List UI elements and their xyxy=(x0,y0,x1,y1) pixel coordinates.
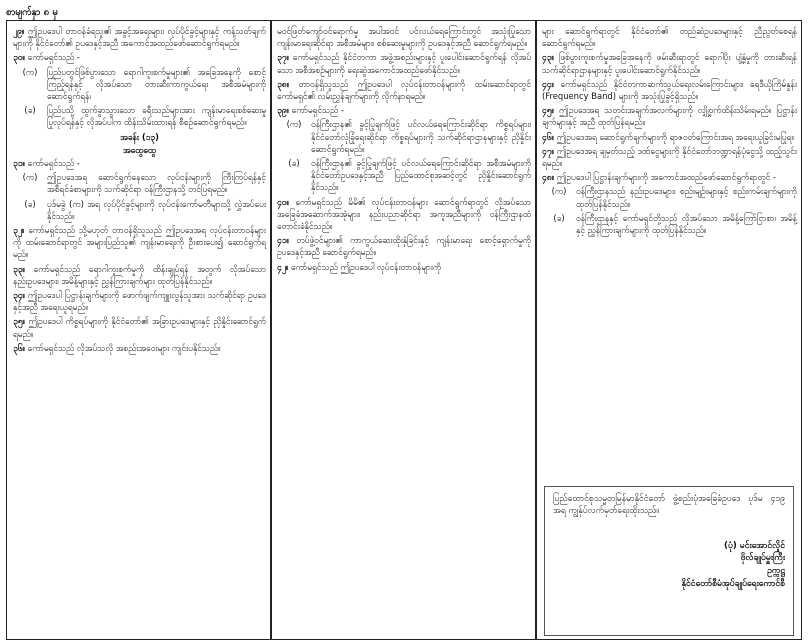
section-number: ၄၄။ xyxy=(542,78,554,89)
section-paragraph xyxy=(277,78,531,102)
sub-clause-label: (က) xyxy=(286,119,302,130)
sub-clause xyxy=(13,104,266,128)
sub-clause xyxy=(277,157,531,194)
section-paragraph xyxy=(542,25,797,49)
signature-role: ဥက္ကဋ္ဌ xyxy=(767,566,785,576)
section-paragraph xyxy=(13,224,266,261)
section-number: ၃၆။ xyxy=(13,342,25,353)
section-number: ၄၀။ xyxy=(277,196,289,207)
section-text: ဤဥပဒေအရ သတင်းအချက်အလက်များကို လျှို့ဝှက်ထိန်းသိမ်းရမည်။ ပြဋ္ဌာန်းချက်များနှင့် အညီ ထုတ်ပြန်ရမည်။ xyxy=(542,105,797,128)
sub-clause-text: ဝန်ကြီးဌာန၏ ခွင့်ပြုချက်ဖြင့် ပင်လယ်ရေကြောင်းဆိုင်ရာ အစီအမံများကို နိုင်ငံတော်ဥပဒေနှင့်အညီ ပြည်ထောင်စုအဆင့်တွင် ညှိနှိုင်းဆောင်ရွက်နိုင်သည်။ xyxy=(311,158,531,193)
sub-clause-label: (က) xyxy=(22,172,38,183)
sub-clause-label: (ခ) xyxy=(553,212,565,223)
signing-notice: ပြည်ထောင်စုသမ္မတမြန်မာနိုင်ငံတော် ဖွဲ့စည်းပုံအခြေခံဥပဒေ ပုဒ်မ ၄၁၉ အရ ကျွန်ုပ်လက်မှတ်ရေးထိုးသည်။ xyxy=(553,494,785,517)
sub-clause-text: ဝန်ကြီးဌာနသည် နည်းဥပဒေများ၊ စည်းမျဉ်းများနှင့် စည်းကမ်းချက်များကို ထုတ်ပြန်နိုင်သည်။ xyxy=(576,186,797,209)
section-heading: အခန်း (၁၃) xyxy=(120,131,159,142)
section-paragraph xyxy=(277,51,531,75)
sub-clause-text: ပုဒ်မခွဲ (က) အရ လုပ်ပိုင်ခွင့်များကို လုပ်ငန်းကော်မတီများသို့ လွှဲအပ်ပေးနိုင်သည်။ xyxy=(47,198,266,221)
section-number: ၄၃။ xyxy=(542,52,554,63)
section-text: ကော်မရှင်သည် သို့မဟုတ် တာဝန်ရှိသူသည် ဤဥပဒေအရ လုပ်ငန်းတာဝန်များကို ထမ်းဆောင်ရာတွင် အများပြည်သူ၏ ကျန်းမာရေးကို ဦးစားပေး၍ ဆောင်ရွက်ရမည်။ xyxy=(13,225,266,260)
section-number: ၂၉။ xyxy=(13,26,25,36)
text-column-1 xyxy=(7,22,271,638)
section-paragraph xyxy=(542,104,797,128)
section-number: ၄၂။ xyxy=(277,261,289,272)
section-text: ကော်မရှင်သည် နိုင်ငံတကာဆက်သွယ်ရေးလမ်းကြောင်းများ၊ ရေဒီယိုကြိမ်နှုန်း (Frequency Band) များကို အသုံးပြုခွင့်ရှိသည်။ xyxy=(542,78,797,102)
section-number: ၄၆။ xyxy=(542,131,554,142)
sub-clause-text: ပြည်ပသို့ ထွက်ခွာသွားသော ခရီးသည်များအား ကျန်းမာရေးစစ်ဆေးမှု ပြုလုပ်ရန်နှင့် လိုအပ်ပါက ထိန်းသိမ်းထားရန် စီစဉ်ဆောင်ရွက်ရမည်။ xyxy=(47,105,266,128)
section-paragraph xyxy=(13,315,266,339)
section-text: မဝင်ဖြတ်ကျော်ဝင်ရောက်မှု အပါအဝင် ပင်လယ်ရေကြောင်းတွင် အသုံးပြုသော ကျန်းမာရေးဆိုင်ရာ အစီအမံများ၊ စစ်ဆေးမှုများကို ဥပဒေနှင့်အညီ ဆောင်ရွက်ရမည်။ xyxy=(277,26,531,49)
section-number: ၄၁။ xyxy=(277,235,289,246)
section-paragraph xyxy=(13,289,266,313)
section-number: ၃၄။ xyxy=(13,290,25,301)
section-text: ကော်မရှင်သည် - xyxy=(27,158,80,169)
section-paragraph xyxy=(542,51,797,75)
sub-clause xyxy=(13,198,266,222)
section-text: ကော်မရှင်သည် လိုအပ်သလို အစည်းအဝေးများ ကျင်းပနိုင်သည်။ xyxy=(27,342,221,353)
section-paragraph xyxy=(13,157,266,169)
sub-clause-label: (က) xyxy=(551,186,567,197)
section-paragraph xyxy=(13,342,266,354)
section-number: ၃၂။ xyxy=(13,225,25,236)
section-text: ဤဥပဒေပါ ပြဋ္ဌာန်းချက်များကို ဖောက်ဖျက်ကျူးလွန်သူအား သက်ဆိုင်ရာ ဥပဒေနှင့်အညီ အရေးယူရမည်။ xyxy=(13,290,266,313)
signature-org: နိုင်ငံတော်စီမံအုပ်ချုပ်ရေးကောင်စီ xyxy=(681,578,785,589)
section-number: ၄၇။ xyxy=(542,145,554,156)
section-paragraph xyxy=(277,234,531,258)
signature-title: ဗိုလ်ချုပ်မှူးကြီး xyxy=(740,553,785,564)
sub-clause-text: ဝန်ကြီးဌာန၏ ခွင့်ပြုချက်ဖြင့် ပင်လယ်ရေကြောင်းဆိုင်ရာ ကိစ္စရပ်များ၊ နိုင်ငံတော်လုံခြုံရေးဆိုင်ရာ ကိစ္စရပ်များကို သက်ဆိုင်ရာဌာနများနှင့် ညှိနှိုင်းဆောင်ရွက်ရမည်။ xyxy=(311,119,531,154)
section-text: တပ်ဖွဲ့ဝင်များ၏ ကာကွယ်ဆေးထိုးနှံခြင်းနှင့် ကျန်းမာရေး စောင့်ရှောက်မှုကို ဥပဒေနှင့်အညီ ဆောင်ရွက်ရမည်။ xyxy=(277,235,532,258)
page-header xyxy=(6,6,802,20)
sub-clause xyxy=(277,118,531,155)
section-text: များ ဆောင်ရွက်ရာတွင် နိုင်ငံတော်၏ တည်ဆဲဥပဒေများနှင့် ညီညွတ်စေရန် ဆောင်ရွက်ရမည်။ xyxy=(542,26,797,49)
section-paragraph xyxy=(277,196,531,233)
section-text: ဤဥပဒေပါ ပြဋ္ဌာန်းချက်များကို အကောင်အထည်ဖော်ဆောင်ရွက်ရာတွင် - xyxy=(556,172,776,183)
sub-clause-text: ပြည်ပတွင်ဖြစ်ပွားသော ရောဂါကူးစက်မှုများ၏ အခြေအနေကို စောင့်ကြည့်ရန်နှင့် လိုအပ်သော တားဆီးကာကွယ်ရေး အစီအမံများကို ဆောင်ရွက်ရန်၊ xyxy=(47,66,266,102)
section-heading: အထွေထွေ xyxy=(123,144,156,155)
section-paragraph xyxy=(277,25,531,49)
section-paragraph xyxy=(13,51,266,63)
section-number: ၃၁။ xyxy=(13,158,25,169)
section-paragraph xyxy=(277,261,531,273)
closing-signature-box xyxy=(544,486,794,636)
page-number-label: စာမျက်နှာ ၈ မှ xyxy=(6,7,58,18)
sub-clause xyxy=(542,212,797,236)
section-text: ကော်မရှင်သည် နိုင်ငံတကာ အဖွဲ့အစည်းများနှင့် ပူးပေါင်းဆောင်ရွက်ရန် လိုအပ်သော အစီအစဉ်များကို ရေးဆွဲအကောင်အထည်ဖော်နိုင်သည်။ xyxy=(277,52,531,75)
section-paragraph xyxy=(542,171,797,183)
sub-clause-label: (ခ) xyxy=(288,158,300,169)
sub-clause-label: (ခ) xyxy=(24,105,36,116)
section-text: တာဝန်ရှိသူသည် ဤဥပဒေပါ လုပ်ငန်းတာဝန်များကို ထမ်းဆောင်ရာတွင် ကော်မရှင်၏ လမ်းညွှန်ချက်များကို လိုက်နာရမည်။ xyxy=(277,78,531,102)
section-text: ကော်မရှင်သည် - xyxy=(291,105,344,116)
section-text: ဤဥပဒေပါ တာဝန်ခံရသူ၏ အခွင့်အရေးများ၊ လုပ်ပိုင်ခွင့်များနှင့် ကန့်သတ်ချက်များကို နိုင်ငံတော်၏ ဥပဒေနှင့်အညီ အကောင်အထည်ဖော်ဆောင်ရွက်ရမည်။ xyxy=(13,26,266,49)
section-number: ၃၇။ xyxy=(277,52,289,63)
section-text: ဤဥပဒေအရ ဆောင်ရွက်ချက်များကို ရာဇဝတ်ကြောင်းအရ အရေးယူခြင်းမပြုရ။ xyxy=(556,131,794,142)
section-paragraph xyxy=(542,131,797,143)
sub-clause-label: (က) xyxy=(22,66,38,77)
sub-clause-text: ဝန်ကြီးဌာနနှင့် ကော်မရှင်တို့သည် လိုအပ်သော အမိန့်ကြော်ငြာစာ၊ အမိန့်နှင့် ညွှန်ကြားချက်များကို ထုတ်ပြန်နိုင်သည်။ xyxy=(576,212,797,236)
text-column-2 xyxy=(271,22,536,638)
section-number: ၃၀။ xyxy=(13,52,25,63)
section-paragraph xyxy=(277,104,531,116)
section-number: ၃၃။ xyxy=(13,263,25,274)
section-number: ၄၅။ xyxy=(542,105,554,116)
section-text: ကော်မရှင်သည် ရောဂါကူးစက်မှုကို ထိန်းချုပ်ရန် အတွက် လိုအပ်သော နည်းဥပဒေများ၊ အမိန့်များနှင့် ညွှန်ကြားချက်များ ထုတ်ပြန်နိုင်သည်။ xyxy=(13,263,266,286)
section-text: ကော်မရှင်သည် - xyxy=(27,52,80,63)
sub-clause xyxy=(13,66,266,103)
section-number: ၃၅။ xyxy=(13,316,25,327)
sub-clause-text: ဤဥပဒေအရ ဆောင်ရွက်နေသော လုပ်ငန်းများကို ကြီးကြပ်ရန်နှင့် အစီရင်ခံစာများကို သက်ဆိုင်ရာ ဝန်ကြီးဌာနသို့ တင်ပြရမည်။ xyxy=(47,172,266,195)
section-text: ကော်မရှင်သည် ဤဥပဒေပါ လုပ်ငန်းတာဝန်များကို xyxy=(291,261,442,272)
section-number: ၃၉။ xyxy=(277,105,289,116)
section-number: ၃၈။ xyxy=(277,78,290,89)
sub-clause xyxy=(13,171,266,195)
sub-clause xyxy=(542,185,797,209)
section-paragraph xyxy=(13,25,266,49)
section-text: ဤဥပဒေအရ ချမှတ်သည့် ဒဏ်ငွေများကို နိုင်ငံတော်ဘဏ္ဍာရန်ပုံငွေသို့ ထည့်သွင်းရမည်။ xyxy=(542,145,797,169)
section-number: ၄၈။ xyxy=(542,172,555,183)
section-text: ကော်မရှင်သည် မိမိ၏ လုပ်ငန်းတာဝန်များ ဆောင်ရွက်ရာတွင် လိုအပ်သော အခြေခံအဆောက်အအုံများ၊ နည်းပညာဆိုင်ရာ အကူအညီများကို ဝန်ကြီးဌာနထံ တောင်းခံနိုင်သည်။ xyxy=(277,196,531,232)
sub-clause-label: (ခ) xyxy=(24,198,36,209)
section-paragraph xyxy=(542,78,797,102)
signature-name: (ပုံ) မင်းအောင်လှိုင် xyxy=(724,540,785,551)
section-text: ဤဥပဒေပါ ကိစ္စရပ်များကို နိုင်ငံတော်၏ အခြားဥပဒေများနှင့် ညှိနှိုင်းဆောင်ရွက်ရမည်။ xyxy=(13,316,266,339)
section-paragraph xyxy=(13,263,266,287)
section-paragraph xyxy=(542,145,797,169)
section-text: ဖြစ်ပွားကူးစက်မှုအခြေအနေကို ဖမ်းဆီးရာတွင် ရောဂါပိုး ပျံ့နှံ့မှုကို တားဆီးရန် သက်ဆိုင်ရာဌာနများနှင့် ပူးပေါင်းဆောင်ရွက်နိုင်သည်။ xyxy=(542,52,797,75)
